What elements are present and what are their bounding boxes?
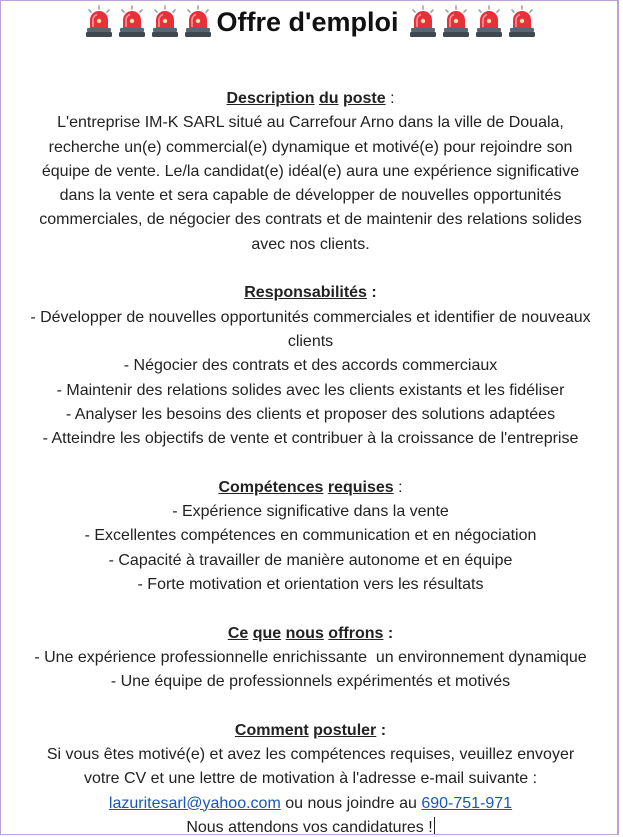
skill-item: - Capacité à travailler de manière autonome et en équipe bbox=[108, 551, 513, 569]
police-car-light-icon bbox=[150, 5, 180, 39]
police-car-light-icon bbox=[441, 5, 471, 39]
description-line: recherche un(e) commercial(e) dynamique et motivé(e) pour rejoindre son bbox=[48, 138, 573, 156]
siren-group-left bbox=[84, 5, 213, 39]
description-heading: Description du poste : bbox=[226, 90, 395, 107]
responsibility-item-continued: clients bbox=[287, 332, 334, 350]
responsibility-item: - Négocier des contrats et des accords commerciaux bbox=[123, 357, 498, 375]
police-car-light-icon bbox=[507, 5, 537, 39]
responsibility-item: - Analyser les besoins des clients et proposer des solutions adaptées bbox=[65, 405, 556, 423]
skill-item: - Excellentes compétences en communication et en négociation bbox=[84, 527, 537, 545]
text-cursor bbox=[434, 817, 435, 835]
police-car-light-icon bbox=[408, 5, 438, 39]
police-car-light-icon bbox=[84, 5, 114, 39]
responsibility-item: - Maintenir des relations solides avec les clients existants et les fidéliser bbox=[56, 381, 565, 399]
police-car-light-icon bbox=[183, 5, 213, 39]
apply-line: votre CV et une lettre de motivation à l'adresse e-mail suivante : bbox=[83, 770, 538, 788]
skills-heading: Compétences requises : bbox=[218, 478, 403, 496]
siren-group-right bbox=[408, 5, 537, 39]
closing-line: Nous attendons vos candidatures ! bbox=[186, 818, 433, 835]
description-line: avec nos clients. bbox=[251, 235, 370, 253]
responsibility-item: - Atteindre les objectifs de vente et contribuer à la croissance de l'entreprise bbox=[42, 430, 579, 448]
apply-contact-line: lazuritesarl@yahoo.com ou nous joindre au 690-751-971 bbox=[108, 794, 513, 812]
offer-item: - Une expérience professionnelle enrichissante un environnement dynamique bbox=[34, 648, 587, 666]
description-line: L'entreprise IM-K SARL situé au Carrefour Arno dans la ville de Douala, bbox=[57, 114, 564, 132]
page-title: Offre d'emploi bbox=[216, 6, 399, 37]
police-car-light-icon bbox=[117, 5, 147, 39]
description-line: commerciales, de négocier des contrats et de maintenir des relations solides bbox=[39, 211, 582, 229]
offer-heading: Ce que nous offrons : bbox=[227, 624, 394, 642]
skill-item: - Expérience significative dans la vente bbox=[172, 503, 449, 521]
police-car-light-icon bbox=[474, 5, 504, 39]
title-row bbox=[1, 3, 619, 41]
offer-item: - Une équipe de professionnels expérimentés et motivés bbox=[110, 673, 511, 691]
skill-item: - Forte motivation et orientation vers les résultats bbox=[137, 575, 484, 593]
phone-link[interactable]: 690-751-971 bbox=[421, 794, 513, 812]
apply-line: Si vous êtes motivé(e) et avez les compétences requises, veuillez envoyer bbox=[46, 746, 575, 764]
description-line: équipe de vente. Le/la candidat(e) idéal(e) aura une expérience significative bbox=[41, 162, 580, 180]
responsibility-item: - Développer de nouvelles opportunités commerciales et identifier de nouveaux bbox=[30, 308, 591, 326]
email-link[interactable]: lazuritesarl@yahoo.com bbox=[108, 794, 281, 812]
apply-heading: Comment postuler : bbox=[234, 721, 387, 739]
responsibilities-heading: Responsabilités : bbox=[244, 284, 377, 302]
description-line: dans la vente et sera capable de développer de nouvelles opportunités bbox=[59, 187, 562, 205]
post-body bbox=[1, 87, 619, 835]
